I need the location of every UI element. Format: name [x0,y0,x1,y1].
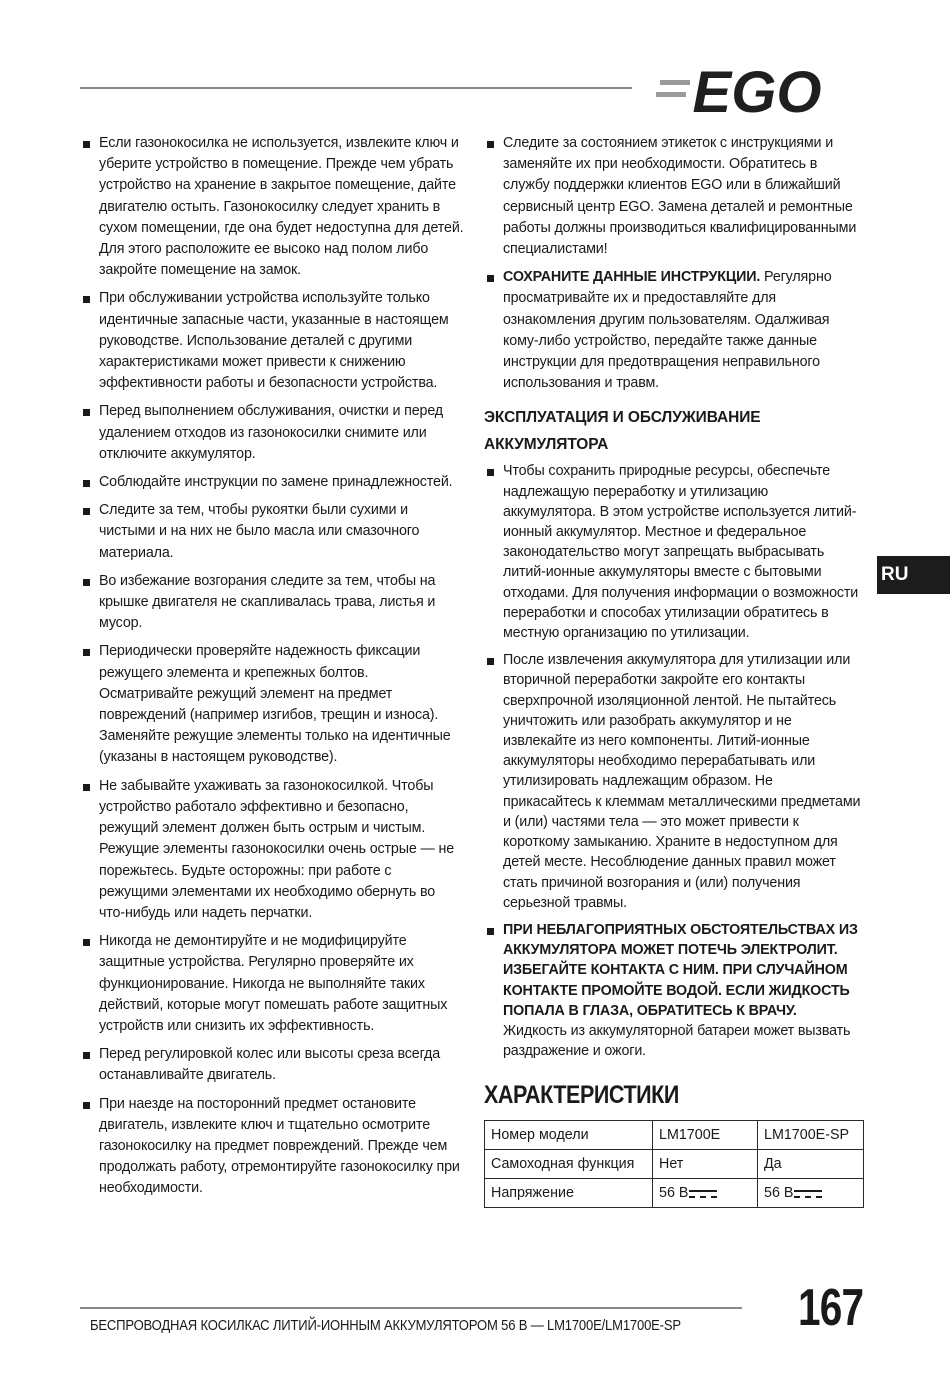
table-cell [653,1179,758,1208]
table-cell: LM1700E [653,1121,758,1150]
table-cell: Номер модели [485,1121,653,1150]
dc-symbol-icon [794,1189,822,1199]
list-item: Во избежание возгорания следите за тем, чтобы на крышке двигателя не скапливалась трава, листья и мусор. [80,571,464,635]
table-row [485,1179,864,1208]
list-item: Следите за тем, чтобы рукоятки были сухими и чистыми и на них не было масла или смазочного материала. [80,500,464,564]
left-column [80,133,464,1207]
heading-line: АККУМУЛЯТОРА [484,436,609,454]
table-cell: Самоходная функция [485,1150,653,1179]
list-item-text: Чтобы сохранить природные ресурсы, обеспечьте надлежащую переработку и утилизацию аккумулятора. В этом устройстве используется литий-ионный аккумулятор. Местное и федеральное законодательство могут запрещать выбрасывать литий-ионные аккумуляторы вместе с бытовыми отходами. Для получения информации о возможности переработки и способах утилизации обратитесь в местную организацию по утилизации. [503,463,859,642]
right-column [484,133,864,1208]
specs-table [484,1120,864,1208]
list-item: При наезде на посторонний предмет остановите двигатель, извлеките ключ и тщательно осмотрите газонокосилку на предмет повреждений. Прежде чем продолжать работу, отремонтируйте газонокосилку при необходимости. [80,1094,464,1200]
table-cell [758,1179,864,1208]
list-item: Перед выполнением обслуживания, очистки и перед удалением отходов из газонокосилки снимите или отключите аккумулятор. [80,401,464,465]
list-item: При обслуживании устройства используйте только идентичные запасные части, указанные в настоящем руководстве. Использование деталей с другими характеристиками может привести к снижению эффективности работы и безопасности устройства. [80,288,464,394]
footer-rule [80,1307,742,1309]
table-cell: Да [758,1150,864,1179]
list-item [484,920,864,1061]
list-item: Никогда не демонтируйте и не модифицируйте защитные устройства. Регулярно проверяйте их функционирование. Никогда не выполняйте таких действий, которые могут помешать работе защитных устройств или снизить их эффективность. [80,931,464,1037]
list-item-text: После извлечения аккумулятора для утилизации или вторичной переработки закройте его контакты сверхпрочной изоляционной лентой. Не пытайтесь уничтожить или разобрать аккумулятор и не извлекайте из него компоненты. Литий-ионные аккумуляторы необходимо перерабатывать или утилизировать надлежащим образом. Не прикасайтесь к клеммам металлическими предметами и (или) частями тела — это может привести к короткому замыканию. Храните в недоступном для детей месте. Несоблюдение данных правил может стать причиной возгорания и (или) получения серьезной травмы. [503,652,861,911]
page-number: 167 [798,1279,864,1337]
list-item: Не забывайте ухаживать за газонокосилкой. Чтобы устройство работало эффективно и безопасно, режущий элемент должен быть острым и чистым. Режущие элементы газонокосилки очень острые — не порежьтесь. Будьте осторожны: при работе с режущими элементами их необходимо обернуть во что-нибудь или надеть перчатки. [80,776,464,924]
list-item [484,461,864,643]
list-item: Если газонокосилка не используется, извлеките ключ и уберите устройство в помещение. Прежде чем убрать устройство на хранение в закрытое помещение, дайте двигателю остыть. Газонокосилку следует хранить в сухом помещении, где она будет недоступна для детей. Для этого расположите ее высоко над полом либо закройте помещение на замок. [80,133,464,281]
voltage-value: 56 В [659,1185,689,1202]
list-item: Периодически проверяйте надежность фиксации режущего элемента и крепежных болтов. Осматривайте режущий элемент на предмет повреждений (например изгибов, трещин и износа). Заменяйте режущие элементы только на идентичные (указаны в настоящем руководстве). [80,641,464,768]
right-bullet-list [484,133,864,394]
specs-title: ХАРАКТЕРИСТИКИ [484,1081,679,1110]
table-cell: LM1700E-SP [758,1121,864,1150]
table-row [485,1121,864,1150]
ego-logo [650,60,864,120]
language-tab: RU [877,556,950,594]
list-item: Перед регулировкой колес или высоты среза всегда останавливайте двигатель. [80,1044,464,1086]
bold-lead: ПРИ НЕБЛАГОПРИЯТНЫХ ОБСТОЯТЕЛЬСТВАХ ИЗ АККУМУЛЯТОРА МОЖЕТ ПОТЕЧЬ ЭЛЕКТРОЛИТ. ИЗБЕГАЙТЕ КОНТАКТА С НИМ. ПРИ СЛУЧАЙНОМ КОНТАКТЕ ПРОМОЙТЕ ВОДОЙ. ЕСЛИ ЖИДКОСТЬ ПОПАЛА В ГЛАЗА, ОБРАТИТЕСЬ К ВРАЧУ. [503,921,858,1019]
voltage-value: 56 В [764,1185,794,1202]
list-item-text: Регулярно просматривайте их и предоставляйте для ознакомления другим пользователям. Одалживая кому-либо устройство, передайте также данные инструкции для предотвращения неправильного использования и травм. [503,269,832,392]
header-rule [80,87,632,89]
table-cell: Напряжение [485,1179,653,1208]
list-item-text: Жидкость из аккумуляторной батареи может вызвать раздражение и ожоги. [503,1022,851,1060]
table-cell: Нет [653,1150,758,1179]
table-row [485,1150,864,1179]
left-bullet-list [80,133,464,1200]
list-item [484,650,864,913]
battery-section-heading [484,404,864,458]
battery-bullet-list [484,461,864,1061]
footer-title: БЕСПРОВОДНАЯ КОСИЛКАС ЛИТИЙ-ИОННЫМ АККУМУЛЯТОРОМ 56 В — LM1700E/LM1700E-SP [90,1318,681,1334]
list-item-text: Следите за состоянием этикеток с инструкциями и заменяйте их при необходимости. Обратитесь в службу поддержки клиентов EGO или в ближайший сервисный центр EGO. Замена деталей и ремонтные работы должны производиться квалифицированными специалистами! [503,135,857,258]
heading-line: ЭКСПЛУАТАЦИЯ И ОБСЛУЖИВАНИЕ [484,409,761,427]
bold-lead: СОХРАНИТЕ ДАННЫЕ ИНСТРУКЦИИ. [503,269,761,286]
list-item [484,133,864,260]
dc-symbol-icon [689,1189,717,1199]
list-item [484,267,864,394]
logo-text: EGO [692,60,822,120]
list-item: Соблюдайте инструкции по замене принадлежностей. [80,472,464,493]
